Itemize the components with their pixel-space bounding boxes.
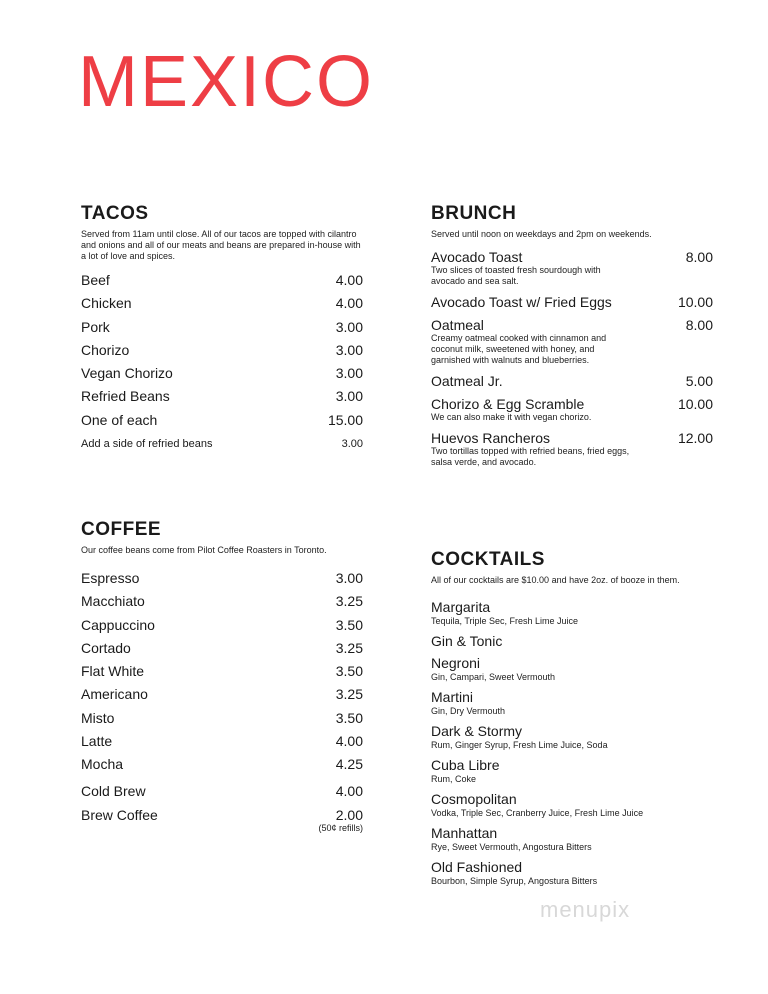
item-description: Vodka, Triple Sec, Cranberry Juice, Fresh Lime Juice	[431, 808, 644, 818]
menu-item	[81, 593, 363, 609]
menu-item	[81, 617, 363, 633]
item-price: 2.00	[335, 806, 363, 823]
item-name: Americano	[81, 686, 148, 703]
item-name: Latte	[81, 733, 113, 750]
side-item	[81, 438, 363, 451]
menu-item	[81, 365, 363, 381]
item-price: 4.00	[335, 272, 363, 288]
item-price: 15.00	[327, 411, 363, 428]
item-name: Chorizo	[81, 341, 130, 358]
menu-item	[81, 570, 363, 586]
menu-item	[431, 859, 713, 887]
item-name: Pork	[81, 318, 110, 335]
item-name: Cuba Libre	[431, 757, 500, 773]
item-name: Margarita	[431, 599, 491, 615]
item-price: 8.00	[685, 249, 713, 265]
menu-item	[81, 319, 363, 335]
coffee-description: Our coffee beans come from Pilot Coffee Roasters in Toronto.	[81, 545, 327, 555]
item-price: 3.50	[335, 663, 363, 680]
item-description: Creamy oatmeal cooked with cinnamon and coconut milk, sweetened with honey, and garnished with walnuts and blueberries.	[431, 333, 607, 365]
item-name: Huevos Rancheros	[431, 430, 551, 446]
item-name: Oatmeal	[431, 317, 484, 333]
item-price: 10.00	[677, 294, 713, 310]
menu-item	[431, 633, 713, 649]
item-description: Gin, Dry Vermouth	[431, 706, 506, 716]
cocktails-description: All of our cocktails are $10.00 and have 2oz. of booze in them.	[431, 575, 680, 585]
menu-item	[431, 373, 713, 389]
item-name: Dark & Stormy	[431, 723, 523, 739]
menu-item	[81, 710, 363, 726]
cocktails-heading: COCKTAILS	[431, 549, 545, 570]
item-name: Oatmeal Jr.	[431, 373, 503, 389]
item-name: Espresso	[81, 570, 140, 586]
item-price: 3.00	[335, 341, 363, 358]
coffee-heading: COFFEE	[81, 519, 162, 540]
item-price: 4.25	[335, 756, 363, 773]
item-name: Cosmopolitan	[431, 791, 517, 807]
item-name: Flat White	[81, 663, 145, 680]
menu-title: MEXICO	[78, 42, 375, 122]
item-name: Avocado Toast	[431, 249, 523, 265]
menu-item	[431, 655, 713, 683]
item-price: 12.00	[677, 430, 713, 446]
item-name: One of each	[81, 411, 158, 428]
side-item-price: 3.00	[341, 437, 363, 450]
menu-item	[431, 599, 713, 627]
menu-item	[81, 783, 363, 799]
menu-item	[81, 388, 363, 404]
menu-item	[431, 249, 713, 287]
item-price: 3.25	[335, 593, 363, 610]
tacos-section	[81, 203, 363, 451]
item-name: Refried Beans	[81, 388, 170, 405]
item-description: Two tortillas topped with refried beans, fried eggs, salsa verde, and avocado.	[431, 446, 630, 467]
menu-item	[81, 412, 363, 428]
tacos-description: Served from 11am until close. All of our tacos are topped with cilantro and onions and all of our meats and beans are prepared in-house with a lot of love and spices.	[81, 229, 361, 261]
item-name: Chicken	[81, 295, 132, 312]
item-price: 3.00	[335, 570, 363, 586]
item-price: 3.00	[335, 365, 363, 382]
menu-item	[431, 396, 713, 423]
item-price: 3.50	[335, 709, 363, 726]
item-price: 10.00	[677, 396, 713, 412]
item-name: Avocado Toast w/ Fried Eggs	[431, 294, 612, 310]
item-description: Rye, Sweet Vermouth, Angostura Bitters	[431, 842, 592, 852]
item-description: Rum, Coke	[431, 774, 477, 784]
item-name: Martini	[431, 689, 474, 705]
item-name: Chorizo & Egg Scramble	[431, 396, 585, 412]
item-name: Beef	[81, 272, 110, 288]
item-name: Vegan Chorizo	[81, 365, 173, 382]
menu-item	[81, 686, 363, 702]
item-name: Gin & Tonic	[431, 633, 503, 649]
item-description: Two slices of toasted fresh sourdough with avocado and sea salt.	[431, 265, 601, 286]
item-price: 4.00	[335, 295, 363, 312]
item-name: Mocha	[81, 756, 124, 773]
brunch-section	[431, 203, 713, 475]
item-price: 3.00	[335, 318, 363, 335]
item-price: 3.50	[335, 616, 363, 633]
menu-item	[81, 663, 363, 679]
item-name: Macchiato	[81, 593, 145, 610]
menu-item	[431, 689, 713, 717]
coffee-section	[81, 519, 363, 834]
item-price: 4.00	[335, 783, 363, 800]
item-price: 5.00	[685, 373, 713, 389]
tacos-heading: TACOS	[81, 203, 149, 224]
menu-item	[431, 825, 713, 853]
menu-item	[431, 791, 713, 819]
item-price: 8.00	[685, 317, 713, 333]
brunch-heading: BRUNCH	[431, 203, 517, 224]
item-price: 4.00	[335, 733, 363, 750]
menu-item	[431, 757, 713, 785]
item-description: We can also make it with vegan chorizo.	[431, 412, 592, 422]
item-description: Bourbon, Simple Syrup, Angostura Bitters	[431, 876, 598, 886]
item-name: Cortado	[81, 639, 131, 656]
brunch-description: Served until noon on weekdays and 2pm on weekends.	[431, 229, 652, 239]
item-price: 3.00	[335, 388, 363, 405]
cocktails-section	[431, 549, 713, 893]
item-price: 3.25	[335, 686, 363, 703]
refill-note: (50¢ refills)	[318, 822, 363, 833]
item-description: Tequila, Triple Sec, Fresh Lime Juice	[431, 616, 579, 626]
item-name: Cold Brew	[81, 783, 146, 800]
menu-item	[81, 295, 363, 311]
menu-item	[81, 342, 363, 358]
item-description: Gin, Campari, Sweet Vermouth	[431, 672, 556, 682]
watermark: menupix	[540, 897, 631, 922]
menu-item	[81, 640, 363, 656]
menu-item	[81, 756, 363, 772]
side-item-name: Add a side of refried beans	[81, 437, 213, 450]
menu-item	[431, 317, 713, 366]
item-name: Misto	[81, 709, 115, 726]
item-name: Brew Coffee	[81, 806, 158, 823]
menu-item	[81, 733, 363, 749]
item-name: Old Fashioned	[431, 859, 523, 875]
item-name: Cappuccino	[81, 616, 155, 633]
menu-item	[431, 430, 713, 468]
menu-item	[431, 294, 713, 310]
menu-item	[81, 272, 363, 288]
menu-item	[431, 723, 713, 751]
item-name: Manhattan	[431, 825, 498, 841]
item-description: Rum, Ginger Syrup, Fresh Lime Juice, Soda	[431, 740, 608, 750]
menu-item	[81, 807, 363, 823]
item-price: 3.25	[335, 639, 363, 656]
item-name: Negroni	[431, 655, 481, 671]
